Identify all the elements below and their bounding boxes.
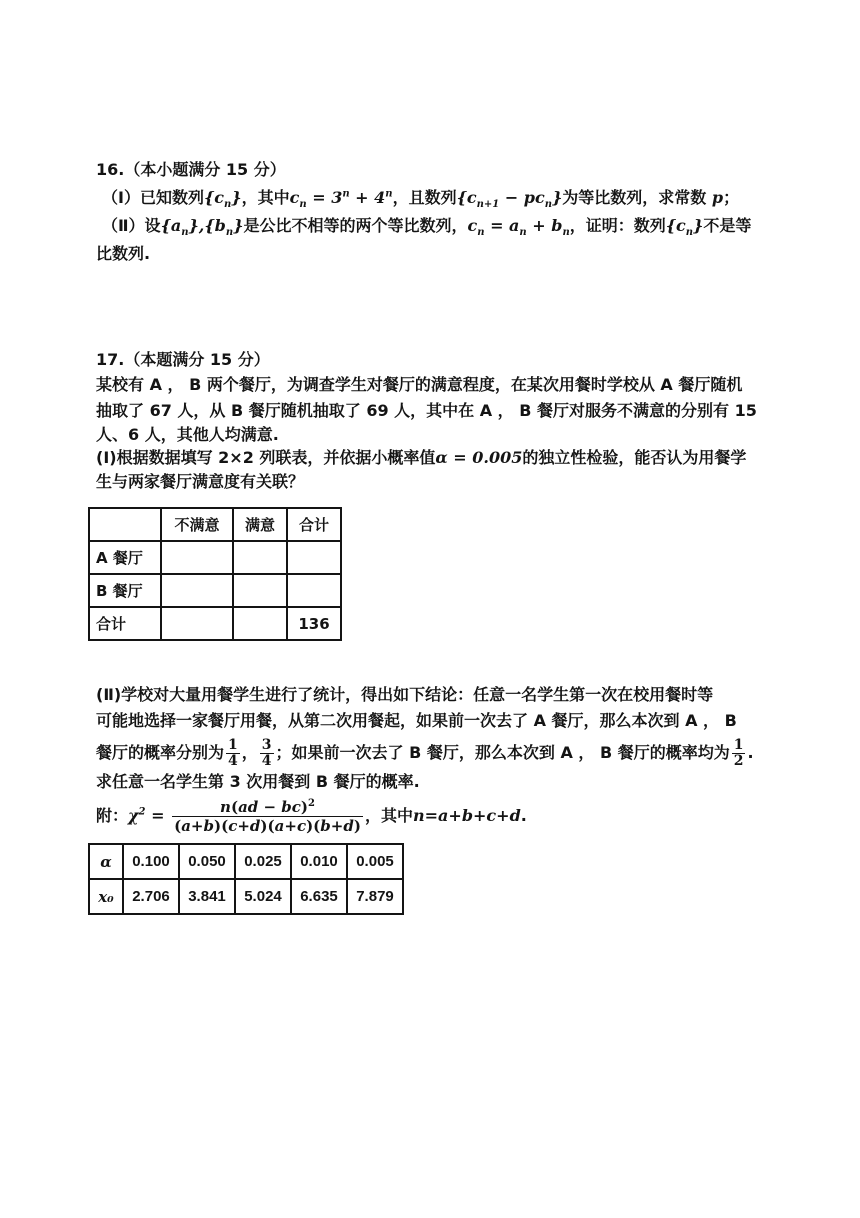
q17-part2-line1 [96, 683, 713, 707]
table-cell: 合计 [89, 607, 161, 640]
q16-part2-text4: 不是等 [703, 216, 752, 235]
table-cell [161, 541, 233, 574]
fraction-one-quarter: $\frac{1}{4}$ [228, 737, 238, 769]
appendix-text1: ，其中 [364, 806, 413, 825]
x0-cell: 6.635 [291, 879, 347, 914]
q16-part1-text2: ，其中 [241, 188, 290, 207]
q16-part2-text3: ，证明：数列 [569, 216, 666, 235]
table-header-row [89, 508, 341, 541]
fraction-one-half: $\frac{1}{2}$ [733, 737, 744, 769]
q17-intro-line1: 某校有 A ， B 两个餐厅，为调查学生对餐厅的满意程度，在某次用餐时学校从 A 餐厅随机 [96, 375, 743, 394]
table-cell [287, 541, 341, 574]
table-cell [233, 541, 287, 574]
appendix-text2: . [520, 806, 527, 825]
table-cell [233, 574, 287, 607]
table-header-cell [89, 508, 161, 541]
q17-intro-line3: 人、6 人，其他人均满意. [96, 425, 279, 444]
q16-part2 [102, 214, 751, 238]
x0-cell: 2.706 [123, 879, 179, 914]
q17-part1-label: (Ⅰ) [96, 448, 117, 467]
q16-header: 16.（本小题满分 15 分） [96, 160, 286, 179]
x0-cell: 3.841 [179, 879, 235, 914]
q16-part1-text1: 已知数列 [139, 188, 204, 207]
q16-part2-label: （Ⅱ） [102, 216, 145, 235]
critical-value-table [88, 843, 404, 915]
q17-part1 [96, 446, 746, 470]
alpha-cell: 0.100 [123, 844, 179, 879]
alpha-cell: 0.050 [179, 844, 235, 879]
table-header-cell: 合计 [287, 508, 341, 541]
q16-part2-text2: 是公比不相等的两个等比数列， [243, 216, 468, 235]
q16-part2-line2: 比数列. [96, 244, 151, 263]
table-cell [233, 607, 287, 640]
formula-chi-square: $\chi^2$ = $\frac{n(ad - bc)^2}{(a+b)(c+d)(a+c)(b+d)}$ [128, 798, 361, 835]
q17-part2-text3b: ；如果前一次去了 B 餐厅，那么本次到 A ， B 餐厅的概率均为 [275, 743, 730, 762]
table-cell: B 餐厅 [89, 574, 161, 607]
q17-header: 17.（本题满分 15 分） [96, 350, 270, 369]
q16-part1 [102, 186, 739, 210]
fraction-three-quarters: $\frac{3}{4}$ [261, 737, 272, 769]
q17-part2-line3: 餐厅的概率分别为 $\frac{1}{4}$ ， $\frac{3}{4}$ ；如果前一次去了 B 餐厅，那么本次到 A ， B 餐厅的概率均为 $\frac{1}{2}$ . [96, 737, 754, 769]
x0-row [89, 879, 403, 914]
alpha-row [89, 844, 403, 879]
table-cell: A 餐厅 [89, 541, 161, 574]
formula-n-sum: n=a+b+c+d [412, 806, 521, 825]
formula-alpha: α = 0.005 [435, 448, 523, 467]
contingency-table [88, 507, 342, 641]
formula-seq-c2: $\{c_n\}$ [665, 216, 704, 239]
appendix-label: 附： [96, 806, 129, 825]
table-row [89, 574, 341, 607]
q17-part1-text2: 的独立性检验，能否认为用餐学 [522, 448, 747, 467]
table-row [89, 607, 341, 640]
table-cell: 136 [287, 607, 341, 640]
q17-part2-text3c: . [747, 743, 754, 762]
q16-part1-text5: ； [723, 188, 740, 207]
q17-part2-label: (Ⅱ) [96, 685, 122, 704]
formula-cn-def: $c_n = 3^n + 4^n$ [289, 188, 393, 211]
q16-part2-text1: 设 [144, 216, 161, 235]
formula-seq-diff: $\{c_{n+1} - pc_n\}$ [456, 188, 563, 211]
formula-seq-ab: $\{a_n\},\{b_n\}$ [160, 216, 244, 239]
q16-part1-text4: 为等比数列，求常数 [562, 188, 707, 207]
table-header-cell: 不满意 [161, 508, 233, 541]
table-cell [161, 574, 233, 607]
table-header-cell: 满意 [233, 508, 287, 541]
alpha-cell: 0.005 [347, 844, 403, 879]
alpha-cell: 0.025 [235, 844, 291, 879]
table-cell [161, 607, 233, 640]
q17-part1-text1: 根据数据填写 2×2 列联表，并依据小概率值 [116, 448, 436, 467]
table-row [89, 541, 341, 574]
formula-cn-sum: $c_n = a_n + b_n$ [467, 216, 570, 239]
x0-header: x₀ [89, 879, 123, 914]
q17-part2-text3a: 餐厅的概率分别为 [96, 743, 225, 762]
q17-part1-line2: 生与两家餐厅满意度有关联？ [96, 472, 305, 491]
x0-cell: 5.024 [235, 879, 291, 914]
q17-appendix [96, 794, 527, 838]
q17-part2-text1: 学校对大量用餐学生进行了统计，得出如下结论：任意一名学生第一次在校用餐时等 [121, 685, 714, 704]
x0-cell: 7.879 [347, 879, 403, 914]
q17-part2-line2: 可能地选择一家餐厅用餐，从第二次用餐起，如果前一次去了 A 餐厅，那么本次到 A ， B [96, 711, 737, 730]
q16-part1-text3: ，且数列 [392, 188, 457, 207]
alpha-cell: 0.010 [291, 844, 347, 879]
table-cell [287, 574, 341, 607]
alpha-header: α [89, 844, 123, 879]
formula-p: p [706, 188, 724, 207]
q17-intro-line2: 抽取了 67 人，从 B 餐厅随机抽取了 69 人，其中在 A ， B 餐厅对服务不满意的分别有 15 [96, 401, 757, 420]
q17-part2-line4: 求任意一名学生第 3 次用餐到 B 餐厅的概率. [96, 772, 420, 791]
q16-part1-label: （Ⅰ） [102, 188, 140, 207]
formula-seq-c: $\{c_n\}$ [203, 188, 242, 211]
